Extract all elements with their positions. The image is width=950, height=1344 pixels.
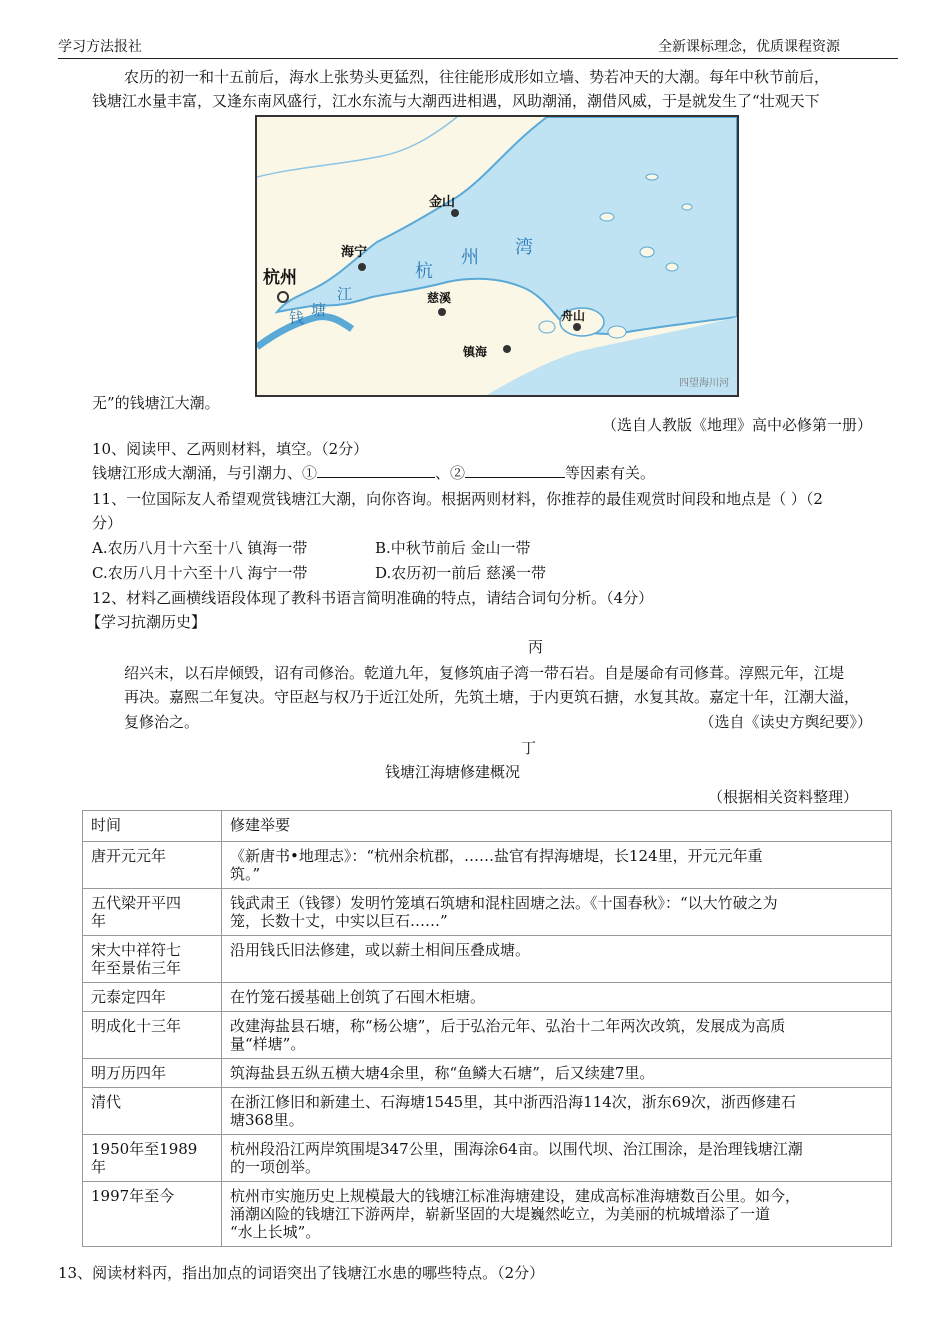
table-cell-time: 1950年至1989 年 (83, 1135, 222, 1182)
table-row (83, 936, 892, 983)
haining-marker (358, 263, 366, 271)
header-publisher: 学习方法报社 (58, 39, 142, 55)
q11-prompt-line1: 11、一位国际友人希望观赏钱塘江大潮，向你咨询。根据两则材料，你推荐的最佳观赏时间段和地点是（ ）（2 (92, 490, 823, 508)
island-a (539, 321, 555, 333)
table-cell-desc: 钱武肃王（钱镠）发明竹笼填石筑塘和混柱固塘之法。《十国春秋》：“以大竹破之为 笼，长数十丈，中实以巨石……” (222, 889, 892, 936)
table-row (83, 1059, 892, 1088)
island-f (682, 204, 692, 210)
table-header-desc: 修建举要 (222, 811, 892, 842)
para-yi-line3: 无”的钱塘江大潮。 (92, 394, 220, 412)
table-cell-time: 明成化十三年 (83, 1012, 222, 1059)
map-svg (257, 117, 737, 395)
zhoushan-marker (573, 323, 581, 331)
island-e (600, 213, 614, 221)
table-row (83, 842, 892, 889)
table-cell-desc: 沿用钱氏旧法修建，或以薪土相间压叠成塘。 (222, 936, 892, 983)
table-cell-time: 元泰定四年 (83, 983, 222, 1012)
table-cell-desc: 杭州段沿江两岸筑围堤347公里，围海涂64亩。以围代坝、治江围涂，是治理钱塘江潮 的一项创举。 (222, 1135, 892, 1182)
map-label-river-tang: 塘 (311, 301, 327, 319)
q10-fill-b: 等因素有关。 (565, 464, 656, 482)
island-d (666, 263, 678, 271)
q10-fill-a: 钱塘江形成大潮涌，与引潮力、① (92, 464, 318, 482)
table-cell-desc: 改建海盐县石塘，称“杨公塘”，后于弘治元年、弘治十二年两次改筑，发展成为高质 量“样塘”。 (222, 1012, 892, 1059)
map-label-bay-hang: 杭 (415, 261, 433, 282)
table-header-time: 时间 (83, 811, 222, 842)
ding-table-title: 钱塘江海塘修建概况 (385, 763, 521, 781)
table-row (83, 1135, 892, 1182)
q12-prompt: 12、材料乙画横线语段体现了教科书语言简明准确的特点，请结合词句分析。（4分） (92, 589, 654, 607)
map-label-zhoushan: 舟山 (561, 309, 586, 323)
map-watermark: 四望海川河 (679, 378, 729, 389)
table-cell-time: 明万历四年 (83, 1059, 222, 1088)
q11-prompt-line2: 分） (92, 514, 123, 532)
table-cell-time: 唐开元元年 (83, 842, 222, 889)
para-yi-source: （选自人教版《地理》高中必修第一册） (601, 416, 872, 434)
table-cell-time: 宋大中祥符七 年至景佑三年 (83, 936, 222, 983)
bing-line1: 绍兴末，以石岸倾毁，诏有司修治。乾道九年，复修筑庙子湾一带石岩。自是屡命有司修葺。淳熙元年，江堤 (124, 664, 845, 682)
q11-option-c[interactable]: C.农历八月十六至十八 海宁一带 (92, 564, 308, 582)
q11-option-a[interactable]: A.农历八月十六至十八 镇海一带 (92, 539, 308, 557)
table-row (83, 983, 892, 1012)
map-label-jinshan: 金山 (429, 195, 456, 210)
map-label-zhenhai: 镇海 (463, 345, 488, 359)
table-cell-desc: 在浙江修旧和新建土、石海塘1545里，其中浙西沿海114次，浙东69次，浙西修建石 塘368里。 (222, 1088, 892, 1135)
seawall-table (82, 810, 892, 1247)
table-cell-desc: 在竹笼石援基础上创筑了石囤木柜塘。 (222, 983, 892, 1012)
page-header (58, 36, 898, 59)
q10-fill (92, 462, 655, 484)
table-cell-time: 1997年至今 (83, 1182, 222, 1247)
table-row (83, 1012, 892, 1059)
bing-source: （选自《读史方舆纪要》） (699, 713, 872, 731)
q11-option-b[interactable]: B.中秋节前后 金山一带 (375, 539, 531, 557)
table-cell-time: 清代 (83, 1088, 222, 1135)
cixi-marker (438, 308, 446, 316)
map-label-hangzhou: 杭州 (263, 268, 297, 288)
island-c (640, 247, 654, 257)
table-cell-desc: 筑海盐县五纵五横大塘4余里，称“鱼鳞大石塘”，后又续建7里。 (222, 1059, 892, 1088)
map-label-river-qian: 钱 (289, 309, 305, 327)
island-g (646, 174, 658, 180)
q11-option-d[interactable]: D.农历初一前后 慈溪一带 (375, 564, 547, 582)
bing-line3: 复修治之。 (124, 713, 200, 731)
q10-fill-sep: 、② (435, 464, 466, 482)
map-label-cixi: 慈溪 (427, 291, 452, 305)
para-yi-line2: 钱塘江水量丰富，又逢东南风盛行，江水东流与大潮西进相遇，风助潮涌，潮借风威，于是就发生了“壮观天下 (92, 92, 820, 110)
q13-prompt: 13、阅读材料丙，指出加点的词语突出了钱塘江水患的哪些特点。（2分） (58, 1264, 545, 1282)
q10-prompt: 10、阅读甲、乙两则材料，填空。（2分） (92, 440, 369, 458)
map-label-bay-wan: 湾 (515, 237, 533, 258)
qiantang-map (255, 115, 739, 397)
ding-title: 丁 (521, 739, 537, 757)
ding-source: （根据相关资料整理） (707, 788, 858, 806)
bing-line2: 再决。嘉熙二年复决。守臣赵与权乃于近江处所，先筑土塘，于内更筑石搪，水复其故。嘉定十年，江潮大溢， (124, 688, 860, 706)
header-slogan: 全新课标理念，优质课程资源 (658, 39, 840, 55)
q10-blank-1[interactable] (317, 463, 435, 478)
para-yi-line1: 农历的初一和十五前后，海水上张势头更猛烈，往往能形成形如立墙、势若冲天的大潮。每年中秋节前后， (124, 68, 830, 86)
table-row (83, 1182, 892, 1247)
table-cell-time: 五代梁开平四 年 (83, 889, 222, 936)
island-b (608, 326, 626, 338)
q10-blank-2[interactable] (465, 463, 565, 478)
map-label-bay-zhou: 州 (461, 247, 479, 268)
zhenhai-marker (503, 345, 511, 353)
table-row (83, 889, 892, 936)
table-cell-desc: 杭州市实施历史上规模最大的钱塘江标准海塘建设，建成高标准海塘数百公里。如今， 涌潮凶险的钱塘江下游两岸，崭新坚固的大堤巍然屹立，为美丽的杭城增添了一道 “水上长城”。 (222, 1182, 892, 1247)
map-label-haining: 海宁 (341, 245, 368, 260)
section-title: 【学习抗潮历史】 (86, 613, 207, 631)
table-header-row (83, 811, 892, 842)
jinshan-marker (451, 209, 459, 217)
table-cell-desc: 《新唐书•地理志》：“杭州余杭郡，……盐官有捍海塘堤，长124里，开元元年重 筑。” (222, 842, 892, 889)
table-row (83, 1088, 892, 1135)
map-label-river-jiang: 江 (337, 285, 353, 303)
bing-title: 丙 (528, 638, 544, 656)
